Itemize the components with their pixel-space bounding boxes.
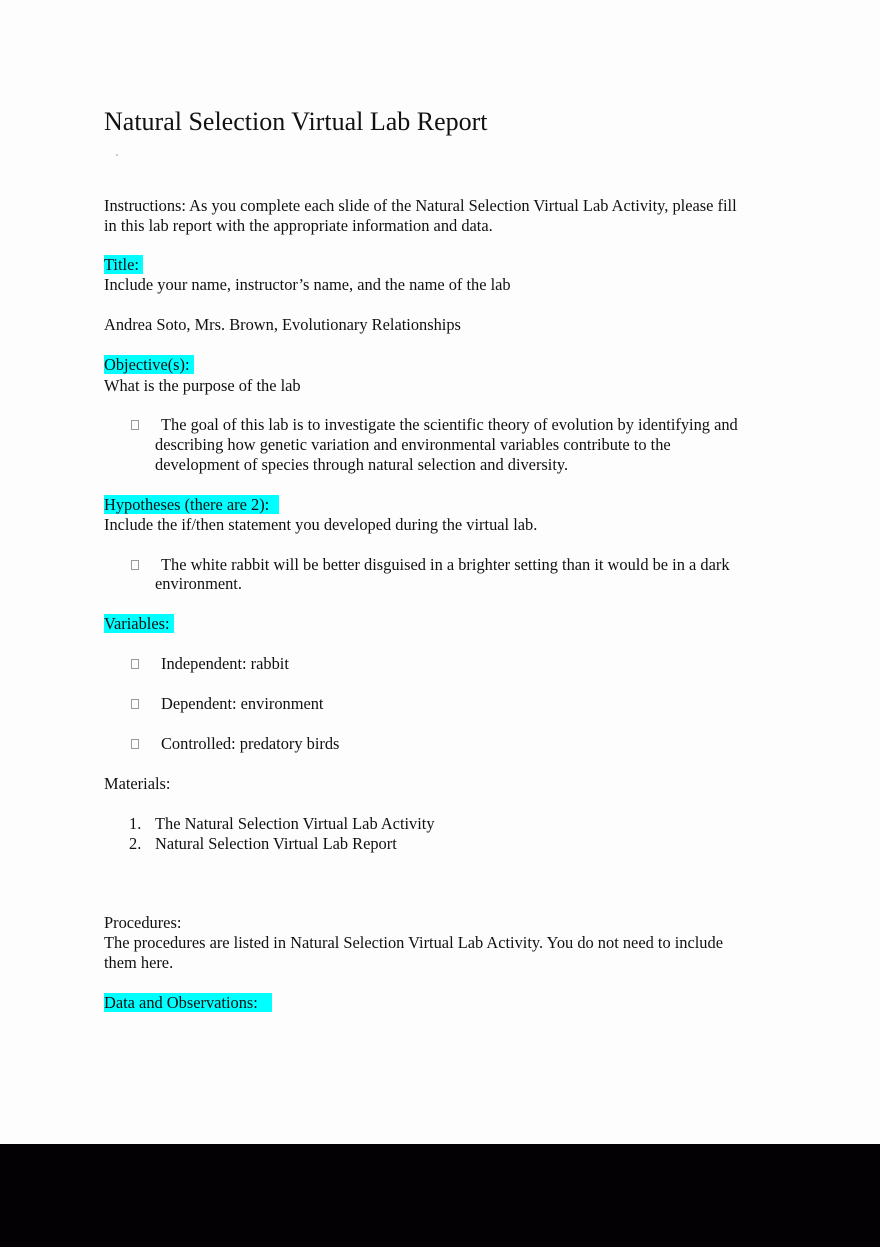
variable-controlled: Controlled: predatory birds bbox=[161, 734, 340, 753]
material-item-2: Natural Selection Virtual Lab Report bbox=[155, 834, 397, 853]
instructions-line-2: in this lab report with the appropriate information and data. bbox=[104, 216, 493, 235]
section-hypotheses-heading bbox=[104, 495, 279, 515]
list-number: 2. bbox=[129, 834, 142, 853]
hypothesis-line-1: The white rabbit will be better disguised in a brighter setting than it would be in a dark bbox=[161, 555, 730, 574]
bullet-icon bbox=[131, 699, 139, 709]
variable-independent: Independent: rabbit bbox=[161, 654, 289, 673]
section-title-heading bbox=[104, 255, 143, 275]
stray-mark bbox=[116, 154, 118, 156]
bottom-black-bar bbox=[0, 1144, 880, 1247]
section-title-answer: Andrea Soto, Mrs. Brown, Evolutionary Relationships bbox=[104, 315, 461, 334]
list-number: 1. bbox=[129, 814, 142, 833]
variable-dependent: Dependent: environment bbox=[161, 694, 324, 713]
section-variables-heading bbox=[104, 614, 174, 634]
bullet-icon bbox=[131, 560, 139, 570]
procedures-line-2: them here. bbox=[104, 953, 174, 972]
section-title-prompt: Include your name, instructor’s name, and the name of the lab bbox=[104, 275, 511, 294]
bullet-icon bbox=[131, 739, 139, 749]
section-procedures-heading: Procedures: bbox=[104, 913, 182, 932]
section-hypotheses-prompt: Include the if/then statement you developed during the virtual lab. bbox=[104, 515, 538, 534]
material-item-1: The Natural Selection Virtual Lab Activity bbox=[155, 814, 435, 833]
document-title: Natural Selection Virtual Lab Report bbox=[104, 107, 488, 136]
objective-line-3: development of species through natural selection and diversity. bbox=[155, 455, 569, 474]
highlighted-heading: Title: bbox=[104, 255, 143, 274]
bullet-icon bbox=[131, 659, 139, 669]
highlighted-heading: Hypotheses (there are 2): bbox=[104, 495, 279, 514]
highlighted-heading: Variables: bbox=[104, 614, 174, 633]
objective-line-2: describing how genetic variation and environmental variables contribute to the bbox=[155, 435, 671, 454]
section-objectives-prompt: What is the purpose of the lab bbox=[104, 376, 301, 395]
section-objectives-heading bbox=[104, 355, 194, 375]
hypothesis-line-2: environment. bbox=[155, 574, 242, 593]
bullet-icon bbox=[131, 420, 139, 430]
section-materials-heading: Materials: bbox=[104, 774, 171, 793]
objective-line-1: The goal of this lab is to investigate the scientific theory of evolution by identifying and bbox=[161, 415, 738, 434]
section-data-heading bbox=[104, 993, 272, 1013]
highlighted-heading: Data and Observations: bbox=[104, 993, 272, 1012]
instructions-line-1: Instructions: As you complete each slide of the Natural Selection Virtual Lab Activity, please fill bbox=[104, 196, 737, 215]
highlighted-heading: Objective(s): bbox=[104, 355, 194, 374]
procedures-line-1: The procedures are listed in Natural Selection Virtual Lab Activity. You do not need to include bbox=[104, 933, 723, 952]
